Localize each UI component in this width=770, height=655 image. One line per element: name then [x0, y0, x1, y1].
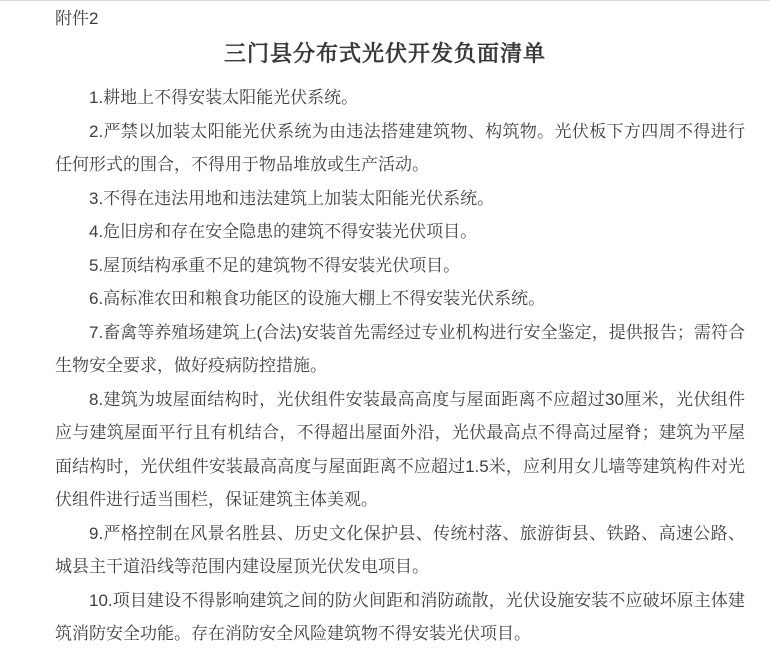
list-item-3: 3.不得在违法用地和违法建筑上加装太阳能光伏系统。: [89, 188, 495, 208]
list-item-8: 8.建筑为坡屋面结构时，光伏组件安装最高高度与屋面距离不应超过30厘米，光伏组件应与建筑屋面平行且有机结合，不得超出屋面外沿，光伏最高点不得高过屋脊；建筑为平屋面结构时，光伏组件安装最高高度与屋面距离不应超过1.5米，应利用女儿墙等建筑构件对光伏组件进行适当围栏，保证建筑主体美观。: [55, 389, 745, 509]
list-item-10: 10.项目建设不得影响建筑之间的防火间距和消防疏散，光伏设施安装不应破坏原主体建筑消防安全功能。存在消防安全风险建筑物不得安装光伏项目。: [55, 590, 745, 643]
page-title: 三门县分布式光伏开发负面清单: [223, 41, 546, 66]
list-item-4: 4.危旧房和存在安全隐患的建筑不得安装光伏项目。: [89, 222, 478, 241]
list-item-7: 7.畜禽等养殖场建筑上(合法)安装首先需经过专业机构进行安全鉴定，提供报告；需符合生物安全要求，做好疫病防控措施。: [55, 322, 745, 375]
list-item-6: 6.高标准农田和粮食功能区的设施大棚上不得安装光伏系统。: [89, 289, 546, 308]
list-item-5: 5.屋顶结构承重不足的建筑物不得安装光伏项目。: [89, 255, 461, 275]
list-item-2: 2.严禁以加装太阳能光伏系统为由违法搭建建筑物、构筑物。光伏板下方四周不得进行任何形式的围合，不得用于物品堆放或生产活动。: [55, 121, 745, 174]
attachment-label: 附件2: [55, 9, 99, 28]
document-body: [55, 81, 745, 651]
list-item-1: 1.耕地上不得安装太阳能光伏系统。: [89, 88, 359, 107]
list-item-9: 9.严格控制在风景名胜县、历史文化保护县、传统村落、旅游街县、铁路、高速公路、城县主干道沿线等范围内建设屋顶光伏发电项目。: [55, 523, 745, 576]
